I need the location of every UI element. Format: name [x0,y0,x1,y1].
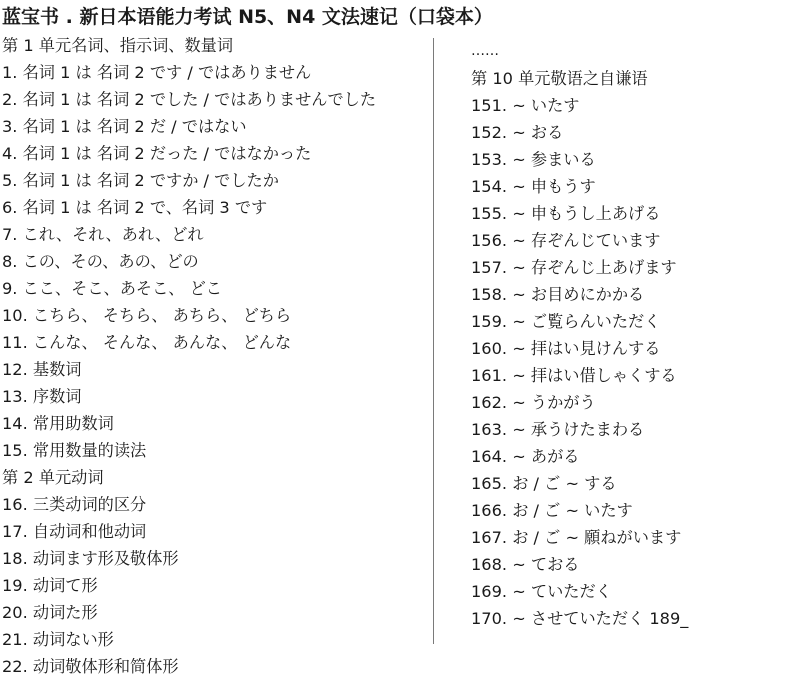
list-item: 16. 三类动词的区分 [2,495,147,514]
list-item: 157. ~ 存ぞんじ上あげます [471,258,677,277]
list-item: 1. 名词 1 は 名词 2 です / ではありません [2,63,312,82]
list-item: 153. ~ 参まいる [471,150,596,169]
unit-heading: 第 10 单元敬语之自谦语 [471,69,648,88]
list-item: 158. ~ お目めにかかる [471,285,645,304]
list-item: 162. ~ うかがう [471,393,596,412]
left-column-list [2,32,376,680]
list-item: 163. ~ 承うけたまわる [471,420,645,439]
list-item: 154. ~ 申もうす [471,177,596,196]
list-item: 19. 动词て形 [2,576,98,595]
list-item: 14. 常用助数词 [2,414,114,433]
list-item: 6. 名词 1 は 名词 2 で、名词 3 です [2,198,268,217]
unit-heading: 第 1 单元名词、指示词、数量词 [2,36,234,55]
page-title: 蓝宝书 . 新日本语能力考试 N5、N4 文法速记（口袋本） [2,6,493,28]
list-item: 21. 动词ない形 [2,630,114,649]
list-item: 170. ~ させていただく 189_ [471,609,689,628]
list-item: 5. 名词 1 は 名词 2 ですか / でしたか [2,171,279,190]
list-item: 10. こちら、 そちら、 あちら、 どちら [2,306,292,325]
list-item: 152. ~ おる [471,123,564,142]
list-item: 155. ~ 申もうし上あげる [471,204,661,223]
column-divider [433,38,434,644]
list-item: 8. この、その、あの、どの [2,252,199,271]
list-item: 15. 常用数量的读法 [2,441,147,460]
list-item: 161. ~ 拝はい借しゃくする [471,366,677,385]
list-item: 11. こんな、 そんな、 あんな、 どんな [2,333,292,352]
list-item: 160. ~ 拝はい見けんする [471,339,661,358]
ellipsis: …… [471,43,499,59]
unit-heading: 第 2 单元动词 [2,468,104,487]
list-item: 166. お / ご ~ いたす [471,501,633,520]
list-item: 168. ~ ておる [471,555,580,574]
list-item: 20. 动词た形 [2,603,98,622]
list-item: 2. 名词 1 は 名词 2 でした / ではありませんでした [2,90,377,109]
list-item: 156. ~ 存ぞんじています [471,231,661,250]
list-item: 159. ~ ご覧らんいただく [471,312,661,331]
list-item: 3. 名词 1 は 名词 2 だ / ではない [2,117,247,136]
list-item: 7. これ、それ、あれ、どれ [2,225,204,244]
list-item: 13. 序数词 [2,387,82,406]
list-item: 18. 动词ます形及敬体形 [2,549,179,568]
list-item: 151. ~ いたす [471,96,580,115]
list-item: 4. 名词 1 は 名词 2 だった / ではなかった [2,144,312,163]
list-item: 22. 动词敬体形和简体形 [2,657,179,676]
list-item: 17. 自动词和他动词 [2,522,147,541]
list-item: 167. お / ご ~ 願ねがいます [471,528,682,547]
list-item: 9. ここ、そこ、あそこ、 どこ [2,279,222,298]
list-item: 165. お / ご ~ する [471,474,617,493]
list-item: 164. ~ あがる [471,447,580,466]
right-column-list [471,38,688,632]
list-item: 12. 基数词 [2,360,82,379]
list-item: 169. ~ ていただく [471,582,612,601]
